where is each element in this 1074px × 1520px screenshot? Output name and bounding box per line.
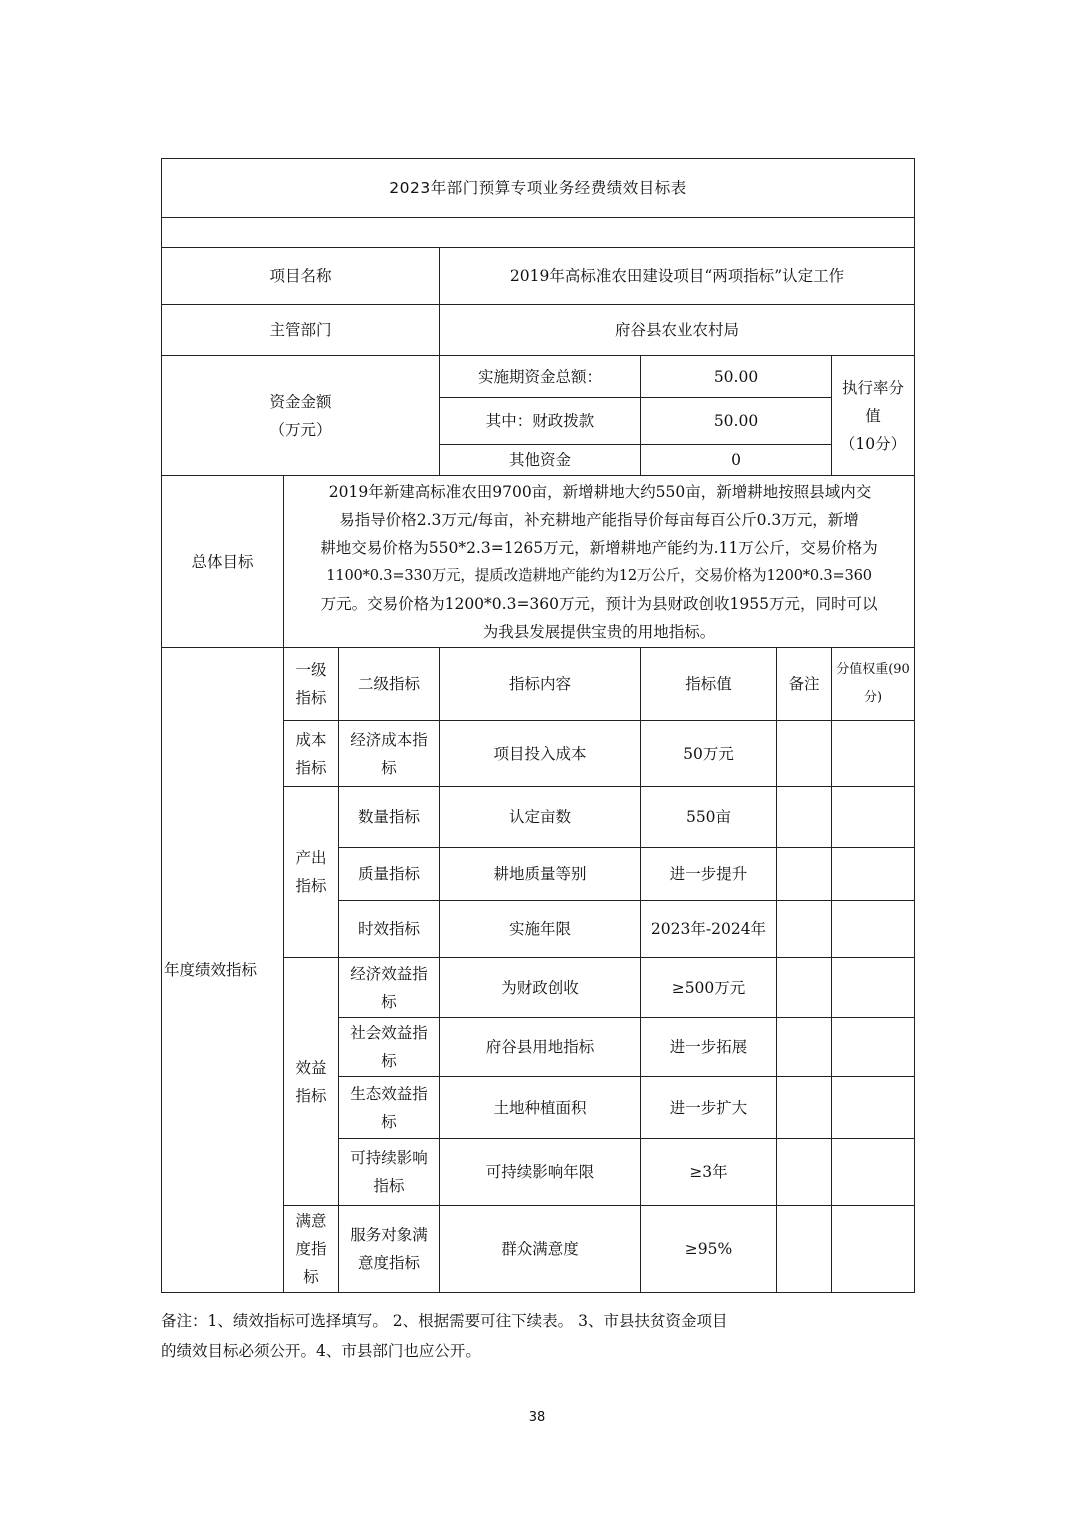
indicator-weight xyxy=(832,848,915,901)
blank-row xyxy=(162,218,915,248)
indicator-remark xyxy=(777,1139,832,1206)
indicator-value: 进一步拓展 xyxy=(641,1018,777,1077)
level2-line1: 可持续影响 xyxy=(350,1149,428,1167)
footnote-line2: 的绩效目标必须公开。4、市县部门也应公开。 xyxy=(161,1342,481,1360)
level1-cost xyxy=(284,721,339,787)
header-level1 xyxy=(284,648,339,721)
level1-output xyxy=(284,787,339,958)
level2-line1: 服务对象满 xyxy=(350,1226,428,1244)
overall-target-line: 1100*0.3=330万元，提质改造耕地产能约为12万公斤，交易价格为1200*0.3=360 xyxy=(326,566,872,584)
funds-label xyxy=(162,356,440,476)
overall-target-line: 为我县发展提供宝贵的用地指标。 xyxy=(482,622,716,641)
level2-line1: 生态效益指 xyxy=(350,1084,428,1103)
execution-rate-label xyxy=(832,356,915,476)
header-level1-line1: 一级 xyxy=(295,661,327,679)
level2-cell xyxy=(339,958,440,1018)
indicator-weight xyxy=(832,1077,915,1139)
indicator-value: 进一步扩大 xyxy=(641,1077,777,1139)
table-title: 2023年部门预算专项业务经费绩效目标表 xyxy=(162,159,915,218)
performance-target-table xyxy=(161,158,915,1293)
indicator-weight xyxy=(832,901,915,958)
level2-cell: 质量指标 xyxy=(339,848,440,901)
level2-cell xyxy=(339,1018,440,1077)
level2-line1: 社会效益指 xyxy=(350,1024,428,1042)
level1-cost-line1: 成本 xyxy=(295,730,327,749)
level2-line2: 标 xyxy=(381,758,397,777)
level2-line1: 经济成本指 xyxy=(350,730,428,749)
overall-target-line: 2019年新建高标准农田9700亩，新增耕地大约550亩，新增耕地按照县域内交 xyxy=(328,482,872,501)
footnote-line1: 备注：1、绩效指标可选择填写。 2、根据需要可往下续表。 3、市县扶贫资金项目 xyxy=(161,1312,728,1330)
level2-line2: 指标 xyxy=(373,1177,405,1195)
indicator-content: 土地种植面积 xyxy=(440,1077,641,1139)
indicator-value: ≥3年 xyxy=(641,1139,777,1206)
performance-target-sheet xyxy=(161,158,914,1293)
indicator-weight xyxy=(832,958,915,1018)
indicator-weight xyxy=(832,1018,915,1077)
header-level1-line2: 指标 xyxy=(295,689,327,707)
indicator-remark xyxy=(777,901,832,958)
indicator-content: 实施年限 xyxy=(440,901,641,958)
level1-output-line1: 产出 xyxy=(295,849,327,867)
indicator-weight xyxy=(832,721,915,787)
indicator-content: 项目投入成本 xyxy=(440,721,641,787)
level2-cell: 数量指标 xyxy=(339,787,440,848)
funds-fiscal-label: 其中：财政拨款 xyxy=(440,398,641,445)
level1-satisfaction xyxy=(284,1206,339,1293)
indicator-remark xyxy=(777,1077,832,1139)
header-weight-line1: 分值权重(90 xyxy=(836,662,910,677)
indicator-remark xyxy=(777,1018,832,1077)
page-number: 38 xyxy=(528,1410,546,1425)
level2-line2: 标 xyxy=(381,1052,397,1070)
level1-satisfaction-line2: 度指 xyxy=(295,1240,327,1258)
funds-other-value: 0 xyxy=(641,445,832,476)
header-value: 指标值 xyxy=(641,648,777,721)
overall-target-line: 易指导价格2.3万元/每亩，补充耕地产能指导价每亩每百公斤0.3万元，新增 xyxy=(339,510,859,529)
project-name-value: 2019年高标准农田建设项目“两项指标”认定工作 xyxy=(440,248,915,305)
level2-line2: 标 xyxy=(381,992,397,1011)
level1-benefit-line1: 效益 xyxy=(295,1058,327,1077)
indicator-content: 府谷县用地指标 xyxy=(440,1018,641,1077)
header-weight-line2: 分) xyxy=(863,690,883,705)
overall-target-line: 耕地交易价格为550*2.3=1265万元，新增耕地产能约为.11万公斤，交易价格为 xyxy=(320,538,878,557)
header-weight xyxy=(832,648,915,721)
department-value: 府谷县农业农村局 xyxy=(440,305,915,356)
indicator-remark xyxy=(777,787,832,848)
project-name-label: 项目名称 xyxy=(162,248,440,305)
indicator-remark xyxy=(777,721,832,787)
level2-cell xyxy=(339,1139,440,1206)
annual-indicators-label: 年度绩效指标 xyxy=(162,648,284,1293)
department-label: 主管部门 xyxy=(162,305,440,356)
indicator-content: 群众满意度 xyxy=(440,1206,641,1293)
funds-label-line2: （万元） xyxy=(269,420,332,439)
indicator-remark xyxy=(777,848,832,901)
header-content: 指标内容 xyxy=(440,648,641,721)
level1-benefit xyxy=(284,958,339,1206)
indicator-weight xyxy=(832,787,915,848)
funds-total-label: 实施期资金总额： xyxy=(440,356,641,398)
level1-satisfaction-line3: 标 xyxy=(303,1268,319,1286)
level1-output-line2: 指标 xyxy=(295,877,327,895)
level2-cell xyxy=(339,1077,440,1139)
indicator-value: 2023年-2024年 xyxy=(641,901,777,958)
overall-target-label: 总体目标 xyxy=(162,476,284,648)
funds-other-label: 其他资金 xyxy=(440,445,641,476)
funds-label-line1: 资金金额 xyxy=(269,392,332,411)
indicator-value: ≥500万元 xyxy=(641,958,777,1018)
overall-target-text xyxy=(284,476,915,648)
header-level2: 二级指标 xyxy=(339,648,440,721)
indicator-content: 为财政创收 xyxy=(440,958,641,1018)
indicator-value: ≥95% xyxy=(641,1206,777,1293)
indicator-content: 耕地质量等别 xyxy=(440,848,641,901)
indicator-weight xyxy=(832,1139,915,1206)
level1-satisfaction-line1: 满意 xyxy=(295,1212,327,1230)
level2-line1: 经济效益指 xyxy=(350,964,428,983)
footnote xyxy=(161,1306,841,1366)
overall-target-line: 万元。交易价格为1200*0.3=360万元，预计为县财政创收1955万元，同时可以 xyxy=(320,594,878,613)
level1-cost-line2: 指标 xyxy=(295,758,327,777)
indicator-value: 进一步提升 xyxy=(641,848,777,901)
level2-cell xyxy=(339,721,440,787)
indicator-value: 50万元 xyxy=(641,721,777,787)
level2-cell xyxy=(339,1206,440,1293)
indicator-content: 可持续影响年限 xyxy=(440,1139,641,1206)
level1-benefit-line2: 指标 xyxy=(295,1086,327,1105)
execution-rate-line1: 执行率分值 xyxy=(842,378,905,425)
funds-total-value: 50.00 xyxy=(641,356,832,398)
indicator-remark xyxy=(777,1206,832,1293)
execution-rate-line2: （10分） xyxy=(839,434,907,453)
level2-line2: 意度指标 xyxy=(357,1254,420,1272)
header-remark: 备注 xyxy=(777,648,832,721)
indicator-content: 认定亩数 xyxy=(440,787,641,848)
indicator-remark xyxy=(777,958,832,1018)
level2-line2: 标 xyxy=(381,1112,397,1131)
funds-fiscal-value: 50.00 xyxy=(641,398,832,445)
indicator-weight xyxy=(832,1206,915,1293)
indicator-value: 550亩 xyxy=(641,787,777,848)
level2-cell: 时效指标 xyxy=(339,901,440,958)
